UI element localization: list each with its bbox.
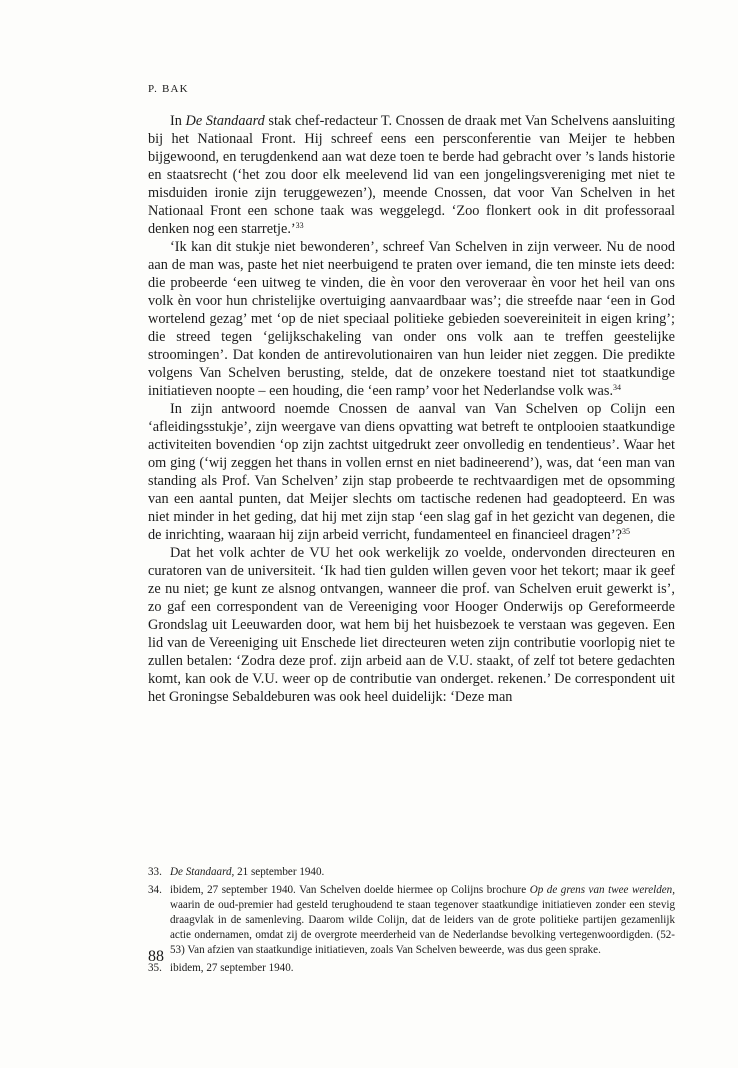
footnote-ref: 33 <box>295 221 304 230</box>
text-run: ibidem, 27 september 1940. <box>170 962 294 974</box>
italic-text: De Standaard <box>185 113 265 129</box>
footnote-ref: 34 <box>613 383 622 392</box>
running-head: P. BAK <box>148 83 189 95</box>
footnote-number: 33. <box>148 866 162 878</box>
text-run: 21 september 1940. <box>234 866 325 878</box>
text-run: In zijn antwoord noemde Cnossen de aanval van Van Schelven op Colijn een ‘afleidingsstukje’, zijn weergave van diens opvatting wat betreft te ontplooien staatkundige activiteiten bovendien ‘op zijn zachtst uitgedrukt zeer onvolledig en tendentieus’. Waar het om ging (‘wij zeggen het thans in vollen ernst en niet badineerend’), was, dat ‘een man van standing als Prof. Van Schelven’ zijn stap probeerde te rechtvaardigen met de opsomming van een aantal punten, dat Meijer slechts om tactische redenen had geadopteerd. En was niet minder in het geding, dat hij met zijn stap ‘een slag gaf in het gezicht van degenen, die de inrichting, waaraan hij zijn arbeid verricht, fundamenteel en financieel dragen’? <box>148 401 675 543</box>
text-run: waarin de oud-premier had gesteld terughoudend te staan tegenover staatkundige initiatieven zonder een stevig draagvlak in de samenleving. Daarom wilde Colijn, dat de leiders van de grote politieke partijen gezamenlijk actie ondernamen, omdat zij de overgrote meerderheid van de Nederlandse bevolking vertegenwoordigden. (52-53) Van afzien van staatkundige initiatieven, zoals Van Schelven beweerde, was dus geen sprake. <box>170 899 675 956</box>
body-text <box>148 112 675 706</box>
paragraph <box>148 238 675 400</box>
footnote-number: 35. <box>148 962 162 974</box>
paragraph <box>148 544 675 706</box>
footnote-text <box>170 961 675 976</box>
paragraph <box>148 400 675 544</box>
text-run: stak chef-redacteur T. Cnossen de draak met Van Schelvens aansluiting bij het Nationaal Front. Hij schreef eens een persconferentie van Meijer te hebben bijgewoond, en terugdenkend aan wat deze toen te berde had gebracht over ’s lands historie en staatsrecht (‘het zou door elk meelevend lid van een jongelingsvereniging met niet te misduiden ironie zijn teruggewezen’), meende Cnossen, dat voor Van Schelven in het Nationaal Front een schone taak was weggelegd. ‘Zoo flonkert ook in dit professoraal denken nog een starretje.’ <box>148 113 675 237</box>
page-number: 88 <box>148 948 164 965</box>
footnotes <box>148 865 675 979</box>
footnote-ref: 35 <box>621 527 630 536</box>
footnote-text <box>170 865 675 880</box>
footnote-number: 34. <box>148 884 162 896</box>
footnote <box>148 865 675 880</box>
text-run: ibidem, 27 september 1940. Van Schelven doelde hiermee op Colijns brochure <box>170 884 530 896</box>
paragraph <box>148 112 675 238</box>
footnote <box>148 961 675 976</box>
text-run: ‘Ik kan dit stukje niet bewonderen’, schreef Van Schelven in zijn verweer. Nu de nood aan de man was, paste het niet neerbuigend te praten over iemand, die ten minste iets deed: die probeerde ‘een uitweg te vinden, die èn voor den veroveraar èn voor het heil van ons volk èn voor hun christelijke overtuiging aanvaardbaar was’; die streefde naar ‘een in God wortelend gezag’ met ‘op de niet speciaal politieke gebieden soevereiniteit in eigen kring’; die streed tegen ‘gelijkschakeling van onder ons volk aan te treffen geestelijke stroomingen’. Dat konden de antirevolutionairen van hun leider niet zeggen. Die predikte volgens Van Schelven berusting, stelde, dat de onzekere toestand niet tot staatkundige initiatieven noopte – een houding, die ‘een ramp’ voor het Nederlandse volk was. <box>148 239 675 399</box>
italic-text: De Standaard, <box>170 866 235 878</box>
footnote <box>148 883 675 958</box>
footnote-text <box>170 883 675 958</box>
text-run: In <box>170 113 186 129</box>
text-run: Dat het volk achter de VU het ook werkelijk zo voelde, ondervonden directeuren en curatoren van de universiteit. ‘Ik had tien gulden willen geven voor het tekort; maar ik geef ze nu niet; ge kunt ze alsnog ontvangen, wanneer die prof. van Schelven eruit gewerkt is’, zo gaf een correspondent van de Vereeniging voor Hooger Onderwijs op Gereformeerde Grondslag uit Leeuwarden door, wat hem bij het huisbezoek te verstaan was gegeven. Een lid van de Vereeniging uit Enschede liet directeuren weten zijn contributie voorlopig niet te zullen betalen: ‘Zodra deze prof. zijn arbeid aan de V.U. staakt, of zelf tot betere gedachten komt, kan ook de V.U. weer op de contributie van onderget. rekenen.’ De correspondent uit het Groningse Sebaldeburen was ook heel duidelijk: ‘Deze man <box>148 545 675 705</box>
italic-text: Op de grens van twee werelden, <box>529 884 675 896</box>
